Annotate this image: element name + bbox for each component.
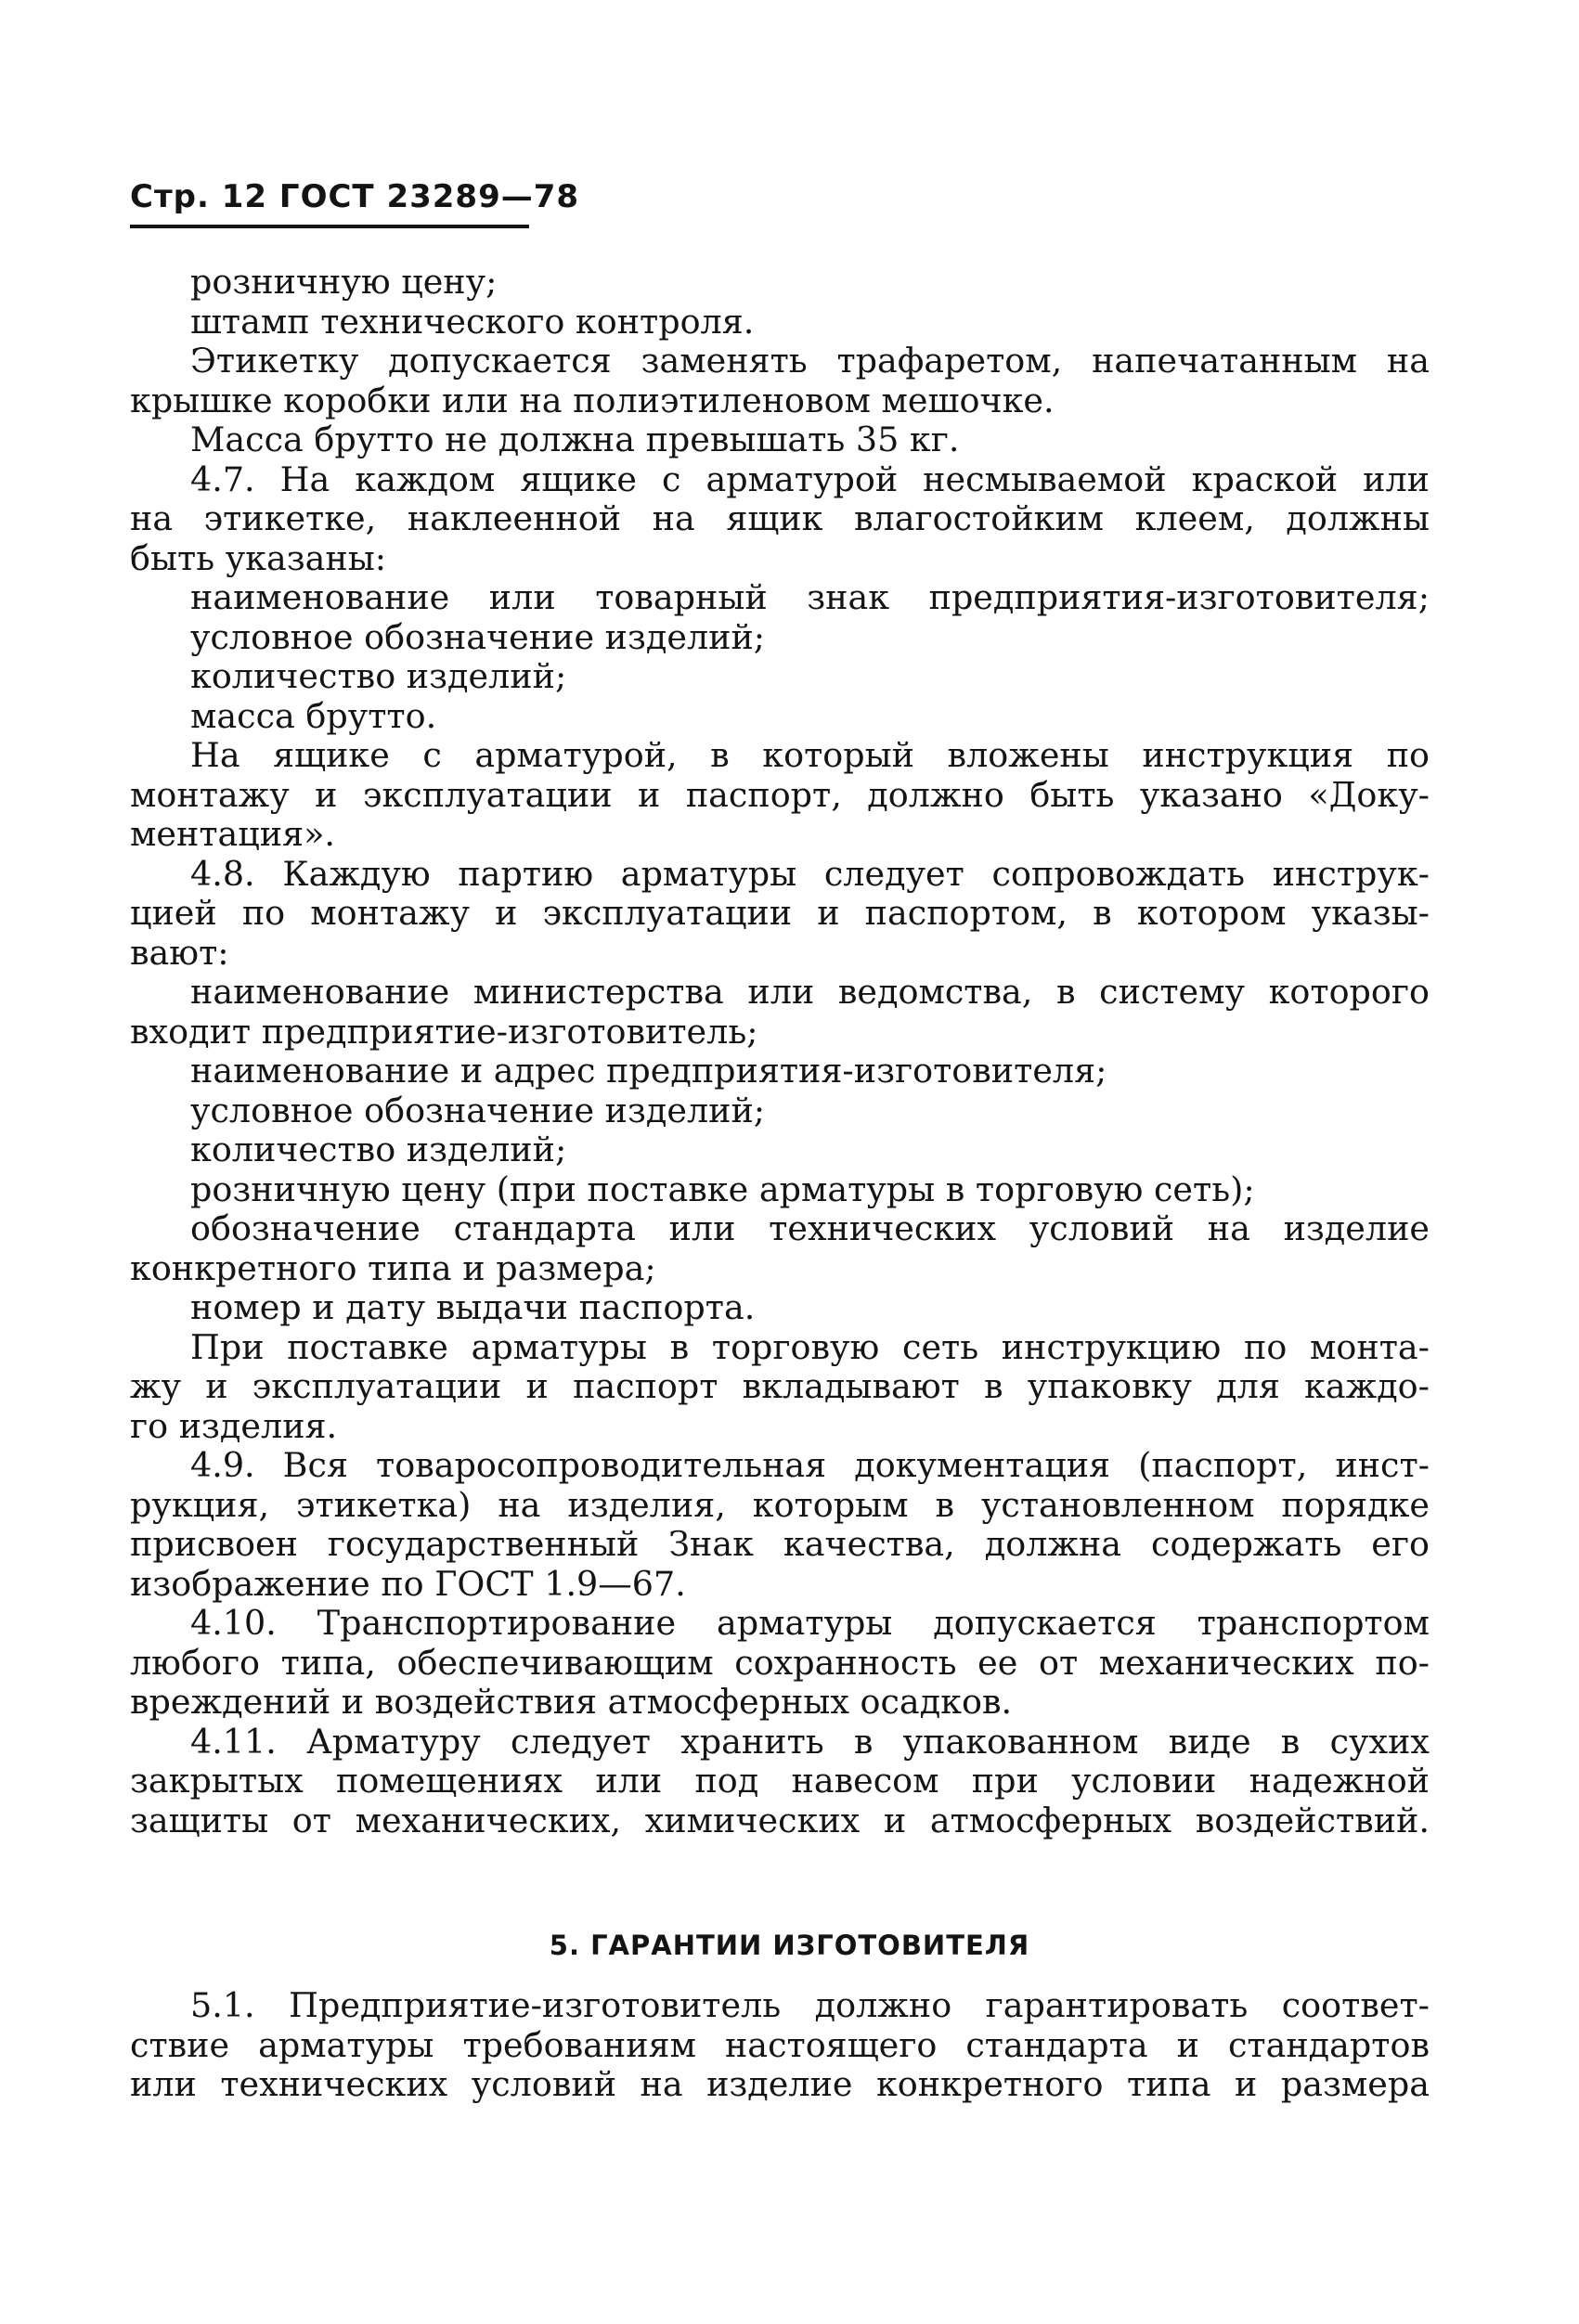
text-line: штамп технического контроля. [190,301,755,342]
text-line: наименование и адрес предприятия-изготовителя; [190,1051,1107,1091]
text-line: количество изделий; [190,656,567,696]
text-line: 4.10. Транспортирование арматуры допускается транспортом [190,1603,1430,1643]
text-line: Этикетку допускается заменять трафаретом, напечатанным на [190,341,1430,381]
text-line: ментация». [130,814,336,854]
text-line: 4.8. Каждую партию арматуры следует сопровождать инструк- [190,853,1430,894]
text-line: любого типа, обеспечивающим сохранность ее от механических по- [130,1642,1430,1683]
text-line: условное обозначение изделий; [190,616,766,657]
text-line: рукция, этикетка) на изделия, которым в установленном порядке [130,1484,1430,1525]
text-line: жу и эксплуатации и паспорт вкладывают в упаковку для каждо- [130,1366,1430,1406]
text-line: На ящике с арматурой, в который вложены инструкция по [190,735,1430,775]
text-line: закрытых помещениях или под навесом при условии надежной [130,1761,1430,1801]
text-line: 5.1. Предприятие-изготовитель должно гарантировать соответ- [190,1985,1430,2025]
body-text [130,263,1430,1840]
text-line: присвоен государственный Знак качества, должна содержать его [130,1524,1430,1564]
text-line: монтажу и эксплуатации и паспорт, должно быть указано «Доку- [130,774,1430,815]
text-line: При поставке арматуры в торговую сеть инструкцию по монта- [190,1326,1430,1367]
section-body-text [130,1986,1430,2105]
text-line: 4.9. Вся товаросопроводительная документация (паспорт, инст- [190,1445,1430,1485]
text-line: вают: [130,932,229,973]
text-line: условное обозначение изделий; [190,1090,766,1130]
text-line: Масса брутто не должна превышать 35 кг. [190,420,960,459]
text-line: конкретного типа и размера; [130,1247,656,1288]
text-line: защиты от механических, химических и атмосферных воздействий. [130,1800,1430,1840]
text-line: ствие арматуры требованиям настоящего стандарта и стандартов [130,2024,1430,2065]
text-line: быть указаны: [130,537,387,578]
text-line: масса брутто. [190,695,437,736]
text-line: количество изделий; [190,1130,567,1169]
text-line: входит предприятие-изготовитель; [130,1011,758,1052]
text-line: крышке коробки или на полиэтиленовом мешочке. [130,380,1055,420]
section-title: 5. ГАРАНТИИ ИЗГОТОВИТЕЛЯ [549,1930,1030,1961]
text-line: на этикетке, наклеенной на ящик влагостойким клеем, должны [130,498,1430,538]
text-line: или технических условий на изделие конкретного типа и размера [130,2064,1430,2104]
text-line: го изделия. [130,1405,338,1446]
text-line: вреждений и воздействия атмосферных осадков. [130,1682,1013,1722]
text-line: розничную цену; [190,262,498,302]
page-header: Стр. 12 ГОСТ 23289—78 [130,178,580,215]
text-line: 4.7. На каждом ящике с арматурой несмываемой краской или [190,458,1430,499]
text-line: изображение по ГОСТ 1.9—67. [130,1563,686,1604]
text-line: наименование министерства или ведомства, в систему которого [190,972,1430,1012]
text-line: наименование или товарный знак предприятия-изготовителя; [190,577,1430,617]
text-line: номер и дату выдачи паспорта. [190,1287,756,1327]
text-line: розничную цену (при поставке арматуры в торговую сеть); [190,1168,1255,1209]
header-rule [130,225,529,228]
text-line: 4.11. Арматуру следует хранить в упакованном виде в сухих [190,1721,1430,1762]
text-line: обозначение стандарта или технических условий на изделие [190,1208,1430,1248]
text-line: цией по монтажу и эксплуатации и паспортом, в котором указы- [130,893,1430,933]
